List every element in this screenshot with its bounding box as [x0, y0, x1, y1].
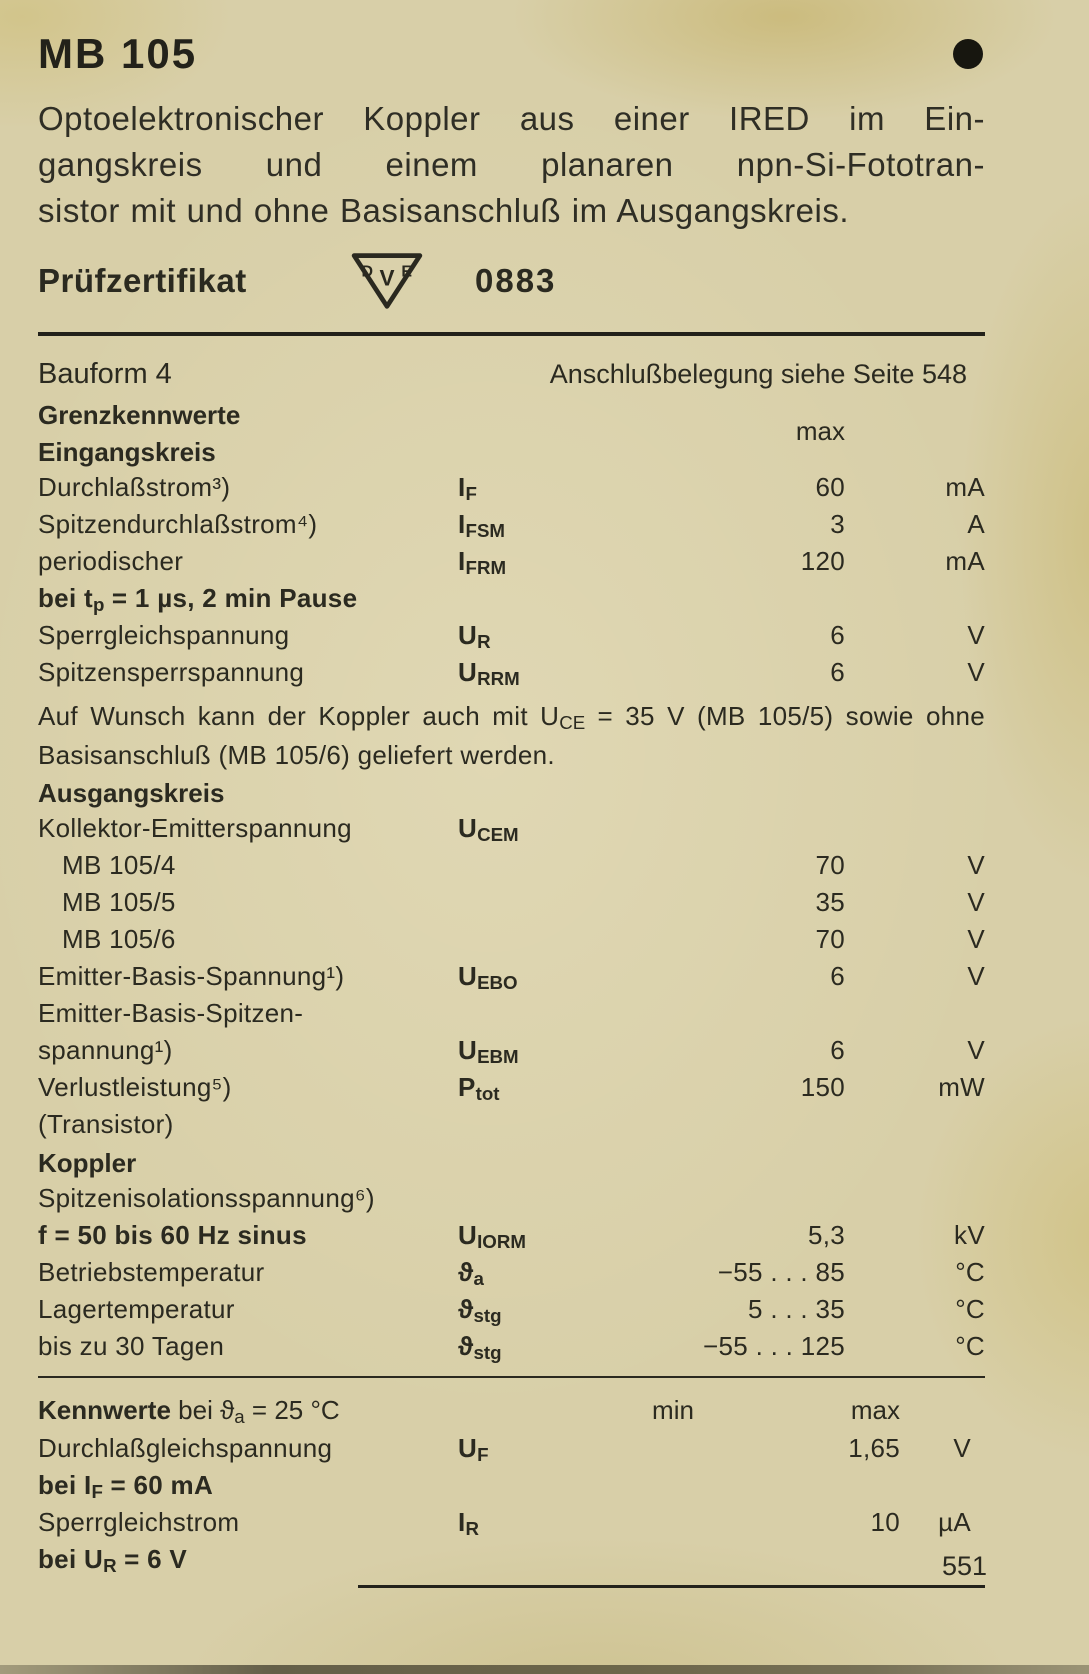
- row-symbol: [458, 922, 658, 959]
- section-eingangskreis: Eingangskreis: [38, 437, 216, 467]
- max-column-header: max: [850, 1395, 900, 1425]
- row-label: Verlustleistung⁵): [38, 1072, 232, 1102]
- row-symbol: [458, 1542, 598, 1579]
- row-symbol: [458, 581, 658, 618]
- row-symbol: $U_{RRM}$: [458, 657, 520, 690]
- row-value: 35: [815, 887, 845, 917]
- grenzkennwerte-header: [38, 398, 985, 446]
- max-column-header: max: [795, 416, 845, 446]
- row-unit: V: [967, 961, 985, 991]
- row-label: Sperrgleichstrom: [38, 1507, 240, 1537]
- min-column-header: min: [652, 1395, 694, 1425]
- svg-text:D: D: [361, 263, 374, 281]
- table-row: [38, 1431, 985, 1468]
- row-unit: A: [967, 509, 985, 539]
- row-label: bei $t_p = 1$ µs, 2 min Pause: [38, 583, 358, 616]
- certificate-label: Prüfzertifikat: [38, 262, 247, 299]
- table-row: [38, 848, 985, 885]
- part-description: [38, 96, 985, 234]
- order-note-line: Basisanschluß (MB 105/6) geliefert werden.: [38, 740, 555, 770]
- order-note: [38, 698, 985, 774]
- row-label: Spitzensperrspannung: [38, 657, 305, 687]
- row-value: [658, 581, 875, 618]
- row-unit: [875, 996, 985, 1033]
- row-symbol: [458, 885, 658, 922]
- row-unit: [875, 1107, 985, 1144]
- row-value: 6: [830, 657, 845, 687]
- table-row: [38, 959, 985, 996]
- title-row: [38, 30, 985, 78]
- row-value: 6: [830, 620, 845, 650]
- certificate-row: [38, 250, 985, 312]
- certificate-number: 0883: [475, 262, 557, 299]
- row-value: 150: [800, 1072, 845, 1102]
- row-unit: V: [967, 924, 985, 954]
- svg-text:E: E: [401, 263, 413, 281]
- row-value: 6: [830, 1035, 845, 1065]
- table-row: [38, 885, 985, 922]
- row-symbol: $ϑ_{stg}$: [458, 1294, 502, 1327]
- row-unit: kV: [954, 1220, 985, 1250]
- table-row: [38, 1218, 985, 1255]
- row-unit: mA: [945, 472, 985, 502]
- row-unit: V: [967, 887, 985, 917]
- row-symbol: $I_R$: [458, 1507, 480, 1540]
- kennwerte-divider: [38, 1376, 985, 1378]
- row-unit: [875, 581, 985, 618]
- row-value: [658, 1107, 875, 1144]
- row-value: 120: [800, 546, 845, 576]
- row-label: Kollektor-Emitterspannung: [38, 813, 352, 843]
- row-value: 60: [815, 472, 845, 502]
- row-min-value: [598, 1468, 748, 1505]
- part-number: MB 105: [38, 30, 198, 77]
- row-unit: V: [967, 620, 985, 650]
- row-unit: [875, 1181, 985, 1218]
- table-row: [38, 1468, 985, 1505]
- row-label: MB 105/5: [62, 887, 176, 917]
- row-min-value: [598, 1505, 748, 1542]
- row-symbol: $U_{IORM}$: [458, 1220, 526, 1253]
- row-value: [658, 1181, 875, 1218]
- row-label: Betriebstemperatur: [38, 1257, 265, 1287]
- page-number: 551: [941, 1551, 987, 1581]
- scan-bottom-edge: [0, 1665, 1089, 1674]
- row-symbol: $U_{EBO}$: [458, 961, 518, 994]
- kennwerte-table: [38, 1431, 985, 1579]
- row-symbol: $I_{FRM}$: [458, 546, 507, 579]
- row-label: MB 105/6: [62, 924, 176, 954]
- row-label: f = 50 bis 60 Hz sinus: [38, 1220, 307, 1250]
- row-unit: mW: [938, 1072, 985, 1102]
- row-label: Spitzendurchlaßstrom⁴): [38, 509, 318, 539]
- table-row: [38, 655, 985, 692]
- section-ausgangskreis: Ausgangskreis: [38, 778, 225, 808]
- kennwerte-header: [38, 1392, 985, 1431]
- row-label: Durchlaßgleichspannung: [38, 1433, 333, 1463]
- footer-divider: [358, 1585, 985, 1588]
- table-row: [38, 1255, 985, 1292]
- description-line: Optoelektronischer Koppler aus einer IRED im Ein-: [38, 100, 985, 137]
- section-koppler: Koppler: [38, 1148, 137, 1178]
- row-symbol: [458, 1181, 658, 1218]
- row-unit: °C: [955, 1257, 985, 1287]
- row-symbol: $U_F$: [458, 1433, 489, 1466]
- table-row: [38, 544, 985, 581]
- table-row: [38, 470, 985, 507]
- svg-text:V: V: [379, 265, 395, 291]
- row-symbol: [458, 1107, 658, 1144]
- kennwerte-title: Kennwerte bei $ϑ_a = 25$ °C: [38, 1395, 340, 1428]
- row-label: Sperrgleichspannung: [38, 620, 290, 650]
- table-row: [38, 1329, 985, 1366]
- row-unit: V: [967, 657, 985, 687]
- row-max-value: 1,65: [848, 1433, 900, 1463]
- datasheet-page: [38, 0, 985, 1588]
- row-symbol: $U_{EBM}$: [458, 1035, 519, 1068]
- row-value: 70: [815, 924, 845, 954]
- ausgangskreis-table: [38, 811, 985, 1144]
- row-label: bei $I_F = 60$ mA: [38, 1470, 214, 1503]
- row-label: (Transistor): [38, 1109, 174, 1139]
- koppler-table: [38, 1181, 985, 1366]
- row-label: Spitzenisolationsspannung⁶): [38, 1183, 375, 1213]
- row-value: 3: [830, 509, 845, 539]
- table-row: [38, 1542, 985, 1579]
- table-row: [38, 996, 985, 1033]
- row-symbol: $ϑ_{stg}$: [458, 1331, 502, 1364]
- row-unit: °C: [955, 1331, 985, 1361]
- vde-triangle-icon: [345, 250, 429, 312]
- info-row: [38, 358, 985, 390]
- table-row: [38, 618, 985, 655]
- row-label: Emitter-Basis-Spitzen-: [38, 998, 304, 1028]
- row-unit: [908, 1468, 985, 1505]
- row-symbol: $I_{FSM}$: [458, 509, 506, 542]
- table-row: [38, 1181, 985, 1218]
- row-symbol: [458, 996, 658, 1033]
- row-label: bei $U_R = 6$ V: [38, 1544, 188, 1577]
- row-symbol: [458, 848, 658, 885]
- row-min-value: [598, 1431, 748, 1468]
- row-value: 6: [830, 961, 845, 991]
- row-unit: µA: [938, 1507, 971, 1537]
- table-row: [38, 1107, 985, 1144]
- eingangskreis-table: [38, 470, 985, 692]
- table-row: [38, 507, 985, 544]
- description-line: gangskreis und einem planaren npn-Si-Fototran-: [38, 146, 985, 183]
- row-unit: [875, 811, 985, 848]
- row-value: −55 . . . 125: [703, 1331, 845, 1361]
- row-label: Lagertemperatur: [38, 1294, 235, 1324]
- row-max-value: [748, 1468, 908, 1505]
- row-value: −55 . . . 85: [717, 1257, 845, 1287]
- row-unit: V: [967, 850, 985, 880]
- grenzkennwerte-title: Grenzkennwerte: [38, 400, 241, 430]
- pinout-note: Anschlußbelegung siehe Seite 548: [549, 359, 967, 389]
- row-symbol: $U_{CEM}$: [458, 813, 519, 846]
- table-row: [38, 922, 985, 959]
- row-max-value: [748, 1542, 908, 1579]
- bullet-dot-icon: [953, 39, 983, 69]
- description-line: sistor mit und ohne Basisanschluß im Ausgangskreis.: [38, 192, 850, 229]
- order-note-line: Auf Wunsch kann der Koppler auch mit $U_{CE} = 35$ V (MB 105/5) sowie ohne: [38, 701, 985, 734]
- row-value: 70: [815, 850, 845, 880]
- row-label: bis zu 30 Tagen: [38, 1331, 225, 1361]
- table-row: [38, 811, 985, 848]
- row-value: 5 . . . 35: [748, 1294, 845, 1324]
- bauform-label: Bauform 4: [38, 358, 172, 390]
- table-row: [38, 1505, 985, 1542]
- row-value: [658, 811, 875, 848]
- row-symbol: $I_F$: [458, 472, 477, 505]
- row-label: MB 105/4: [62, 850, 176, 880]
- row-symbol: $U_R$: [458, 620, 491, 653]
- row-unit: mA: [945, 546, 985, 576]
- row-max-value: 10: [870, 1507, 900, 1537]
- row-unit: V: [953, 1433, 971, 1463]
- row-symbol: $ϑ_a$: [458, 1257, 484, 1290]
- row-value: [658, 996, 875, 1033]
- row-unit: °C: [955, 1294, 985, 1324]
- row-min-value: [598, 1542, 748, 1579]
- row-label: spannung¹): [38, 1035, 173, 1065]
- table-row: [38, 1070, 985, 1107]
- table-row: [38, 1292, 985, 1329]
- table-row: [38, 581, 985, 618]
- row-value: 5,3: [807, 1220, 845, 1250]
- header-divider: [38, 332, 985, 336]
- row-label: Emitter-Basis-Spannung¹): [38, 961, 345, 991]
- row-symbol: [458, 1468, 598, 1505]
- row-unit: V: [967, 1035, 985, 1065]
- row-label: Durchlaßstrom³): [38, 472, 231, 502]
- row-label: periodischer: [38, 546, 184, 576]
- table-row: [38, 1033, 985, 1070]
- row-symbol: $P_{tot}$: [458, 1072, 500, 1105]
